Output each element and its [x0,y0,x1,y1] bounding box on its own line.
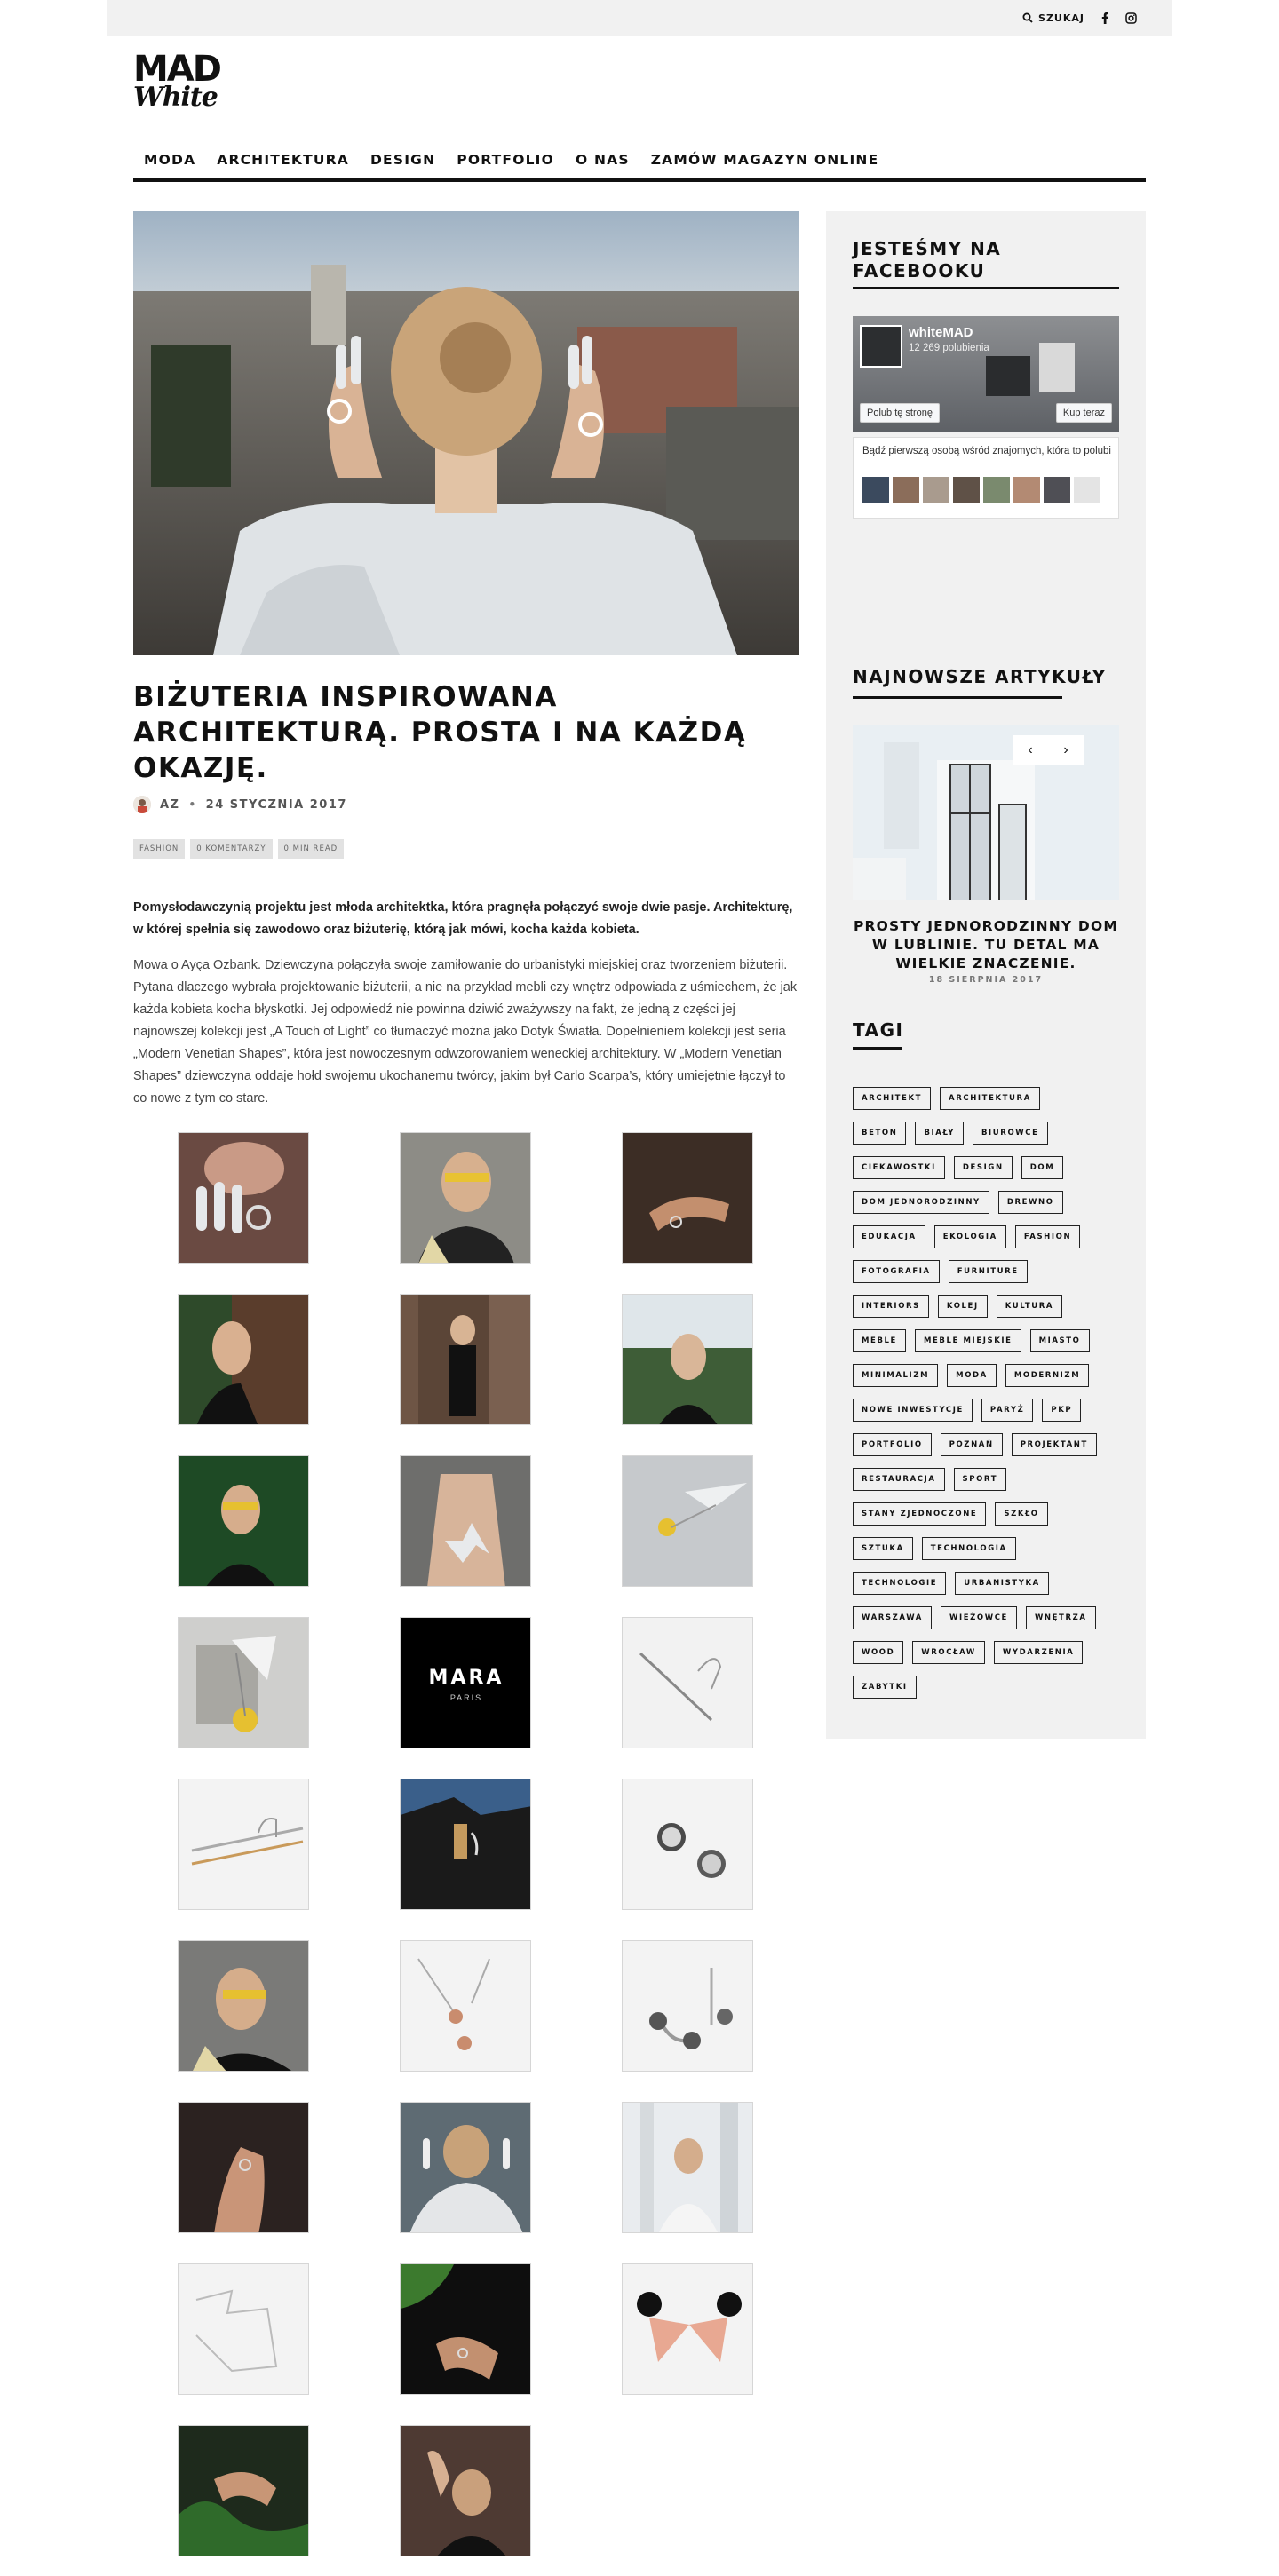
gallery-image[interactable] [178,1294,309,1425]
gallery-image[interactable] [178,1940,309,2072]
mara-sub: PARIS [449,1693,483,1702]
tag-row [853,1676,1128,1710]
tag-link[interactable]: MEBLE MIEJSKIE [915,1329,1021,1352]
read-time-chip: 0 MIN READ [278,839,345,859]
gallery-image[interactable] [622,1455,753,1587]
tag-link[interactable]: PORTFOLIO [853,1433,932,1456]
tag-link[interactable]: EDUKACJA [853,1225,925,1248]
logo-mad: MAD [133,49,220,90]
tag-row [853,1260,1128,1295]
tag-row [853,1537,1128,1572]
tag-link[interactable]: ZABYTKI [853,1676,917,1699]
friend-avatar[interactable] [953,477,980,503]
gallery-image[interactable] [400,1294,531,1425]
gallery-image[interactable] [622,1940,753,2072]
tag-link[interactable]: WROCŁAW [912,1641,985,1664]
gallery-image[interactable] [622,2102,753,2233]
sidebar [826,211,1146,1739]
tag-row [853,1329,1128,1364]
tag-link[interactable]: DREWNO [998,1191,1063,1214]
tag-row [853,1641,1128,1676]
tag-row [853,1433,1128,1468]
gallery-image[interactable] [622,2263,753,2395]
tag-row [853,1122,1128,1156]
tag-link[interactable]: INTERIORS [853,1295,929,1318]
facebook-buy-label: Kup teraz [1062,408,1105,418]
gallery-image[interactable] [178,1617,309,1748]
tag-link[interactable]: DESIGN [954,1156,1013,1179]
gallery-image[interactable] [178,2425,309,2556]
tag-link[interactable]: BIAŁY [915,1122,964,1145]
friend-avatar[interactable] [1044,477,1070,503]
facebook-page-avatar[interactable] [860,325,902,368]
tag-row [853,1468,1128,1502]
site-logo[interactable] [133,49,220,126]
friend-avatar[interactable] [1074,477,1100,503]
tag-link[interactable]: KULTURA [997,1295,1062,1318]
tag-link[interactable]: ARCHITEKT [853,1087,931,1110]
slider-prev-button[interactable]: ‹ [1028,742,1033,757]
tag-link[interactable]: SPORT [954,1468,1007,1491]
tag-link[interactable]: WARSZAWA [853,1606,932,1629]
article-meta [133,795,347,814]
nav-item-o-nas[interactable]: O NAS [576,152,630,168]
search-button[interactable] [1022,12,1084,24]
tag-row [853,1225,1128,1260]
comments-chip[interactable]: 0 KOMENTARZY [190,839,272,859]
search-icon [1022,12,1033,23]
tag-link[interactable]: CIEKAWOSTKI [853,1156,945,1179]
gallery-image[interactable] [178,1455,309,1587]
gallery-image[interactable] [400,1132,531,1264]
latest-article-date: 18 SIERPNIA 2017 [928,975,1044,985]
author-name[interactable]: AZ [160,797,180,812]
tag-link[interactable]: DOM [1021,1156,1064,1179]
search-label: SZUKAJ [1038,12,1084,24]
friend-avatar[interactable] [923,477,949,503]
nav-item-moda[interactable]: MODA [144,152,196,168]
facebook-icon[interactable] [1100,12,1109,24]
tag-link[interactable]: PARYŻ [981,1399,1033,1422]
friend-avatar[interactable] [862,477,889,503]
facebook-buy-button[interactable] [1056,403,1112,423]
tag-link[interactable]: TECHNOLOGIE [853,1572,946,1595]
tag-link[interactable]: NOWE INWESTYCJE [853,1399,973,1422]
gallery-image[interactable] [622,1779,753,1910]
tag-link[interactable]: TECHNOLOGIA [922,1537,1016,1560]
nav-item-design[interactable]: DESIGN [369,152,436,168]
facebook-cover-photo [986,356,1030,396]
article-title: BIŻUTERIA INSPIROWANA ARCHITEKTURĄ. PROSTA I NA KAŻDĄ OKAZJĘ. [133,681,747,784]
article-lead: Pomysłodawczynią projektu jest młoda architektka, która pragnęła połączyć swoje dwie pasje. Architekturę, w której spełnia się zawodowo oraz biżuterię, którą jak mówi, kocha każda kobieta. [133,900,793,937]
friend-avatar[interactable] [983,477,1010,503]
tag-link[interactable]: PROJEKTANT [1012,1433,1097,1456]
article-chips [133,839,344,859]
tag-link[interactable]: MIASTO [1030,1329,1090,1352]
facebook-widget [853,316,1119,519]
tag-link[interactable]: URBANISTYKA [955,1572,1049,1595]
gallery-image[interactable] [400,1779,531,1910]
meta-separator: • [188,798,197,811]
facebook-faces [862,477,1100,503]
facebook-cover-photo [1039,343,1075,392]
tag-link[interactable]: WOOD [853,1641,903,1664]
facebook-friends-box [853,437,1119,519]
top-bar [107,0,1172,36]
tag-link[interactable]: DOM JEDNORODZINNY [853,1191,989,1214]
hero-image [133,211,799,655]
tag-link[interactable]: MODA [947,1364,997,1387]
mara-logo: MARA [428,1667,504,1689]
slider-next-button[interactable]: › [1063,742,1068,757]
tag-link[interactable]: ARCHITEKTURA [940,1087,1040,1110]
tag-link[interactable]: WIEŻOWCE [941,1606,1017,1629]
tag-row [853,1364,1128,1399]
gallery-image[interactable] [178,1132,309,1264]
tag-link[interactable]: POZNAŃ [941,1433,1003,1456]
tag-link[interactable]: EKOLOGIA [934,1225,1006,1248]
slider-arrows [1013,735,1084,765]
tag-link[interactable]: KOLEJ [938,1295,988,1318]
tag-link[interactable]: SZKŁO [995,1502,1047,1526]
nav-item-zamow-magazyn[interactable]: ZAMÓW MAGAZYN ONLINE [650,152,879,168]
instagram-icon[interactable] [1125,12,1137,24]
facebook-like-label: Polub tę stronę [867,408,933,418]
friend-avatar[interactable] [1013,477,1040,503]
tag-cloud [853,1087,1128,1710]
tag-link[interactable]: BIUROWCE [973,1122,1048,1145]
tags-heading-rule [853,1047,902,1050]
friend-avatar[interactable] [893,477,919,503]
latest-article-title[interactable]: PROSTY JEDNORODZINNY DOM W LUBLINIE. TU DETAL MA WIELKIE ZNACZENIE. [853,918,1118,971]
gallery-image[interactable] [178,2102,309,2233]
nav-item-portfolio[interactable]: PORTFOLIO [457,152,554,168]
top-tools [1022,0,1137,36]
tag-link[interactable]: WYDARZENIA [994,1641,1084,1664]
tag-row [853,1191,1128,1225]
facebook-heading-rule [853,287,1119,289]
gallery-image[interactable] [622,1617,753,1748]
tag-row [853,1572,1128,1606]
gallery-image[interactable] [400,1940,531,2072]
gallery-image[interactable] [622,1132,753,1264]
gallery-image[interactable] [622,1294,753,1425]
gallery-image[interactable] [400,1455,531,1587]
article-body: Mowa o Ayça Ozbank. Dziewczyna połączyła swoje zamiłowanie do urbanistyki miejskiej oraz tworzeniem biżuterii. Pytana dlaczego wybrała projektowanie biżuterii, a nie na przykład mebli czy wnętrz odpowiada z uśmiechem, że jak każda kobieta kocha błyskotki. Jej odpowiedź nie powinna dziwić zważywszy na fakt, że jedną z części jej najnowszej kolekcji jest „A Touch of Light” co tłumaczyć można jako Dotyk Światła. Dopełnieniem kolekcji jest seria „Modern Venetian Shapes”, która jest nowoczesnym odwzorowaniem weneckiej architektury. W „Modern Venetian Shapes” dziewczyna oddaje hołd swojemu ukochanemu twórcy, jakim był Carlo Scarpa’s, który umiejętnie łączył to co nowe z tym co stare. [133,958,798,1106]
mara-logo-image[interactable] [400,1617,531,1748]
facebook-likes: 12 269 polubienia [909,343,989,353]
gallery-image[interactable] [400,2425,531,2556]
main-nav [133,147,1146,182]
article-date: 24 STYCZNIA 2017 [205,797,347,812]
tag-link[interactable]: MINIMALIZM [853,1364,938,1387]
facebook-friends-text: Bądź pierwszą osobą wśród znajomych, która to polubi [862,446,1111,456]
author-avatar[interactable] [133,796,151,813]
tag-link[interactable]: MODERNIZM [1005,1364,1089,1387]
gallery-image[interactable] [178,2263,309,2395]
latest-heading: NAJNOWSZE ARTYKUŁY [853,666,1107,687]
tag-link[interactable]: PKP [1042,1399,1081,1422]
tag-link[interactable]: SZTUKA [853,1537,913,1560]
logo-white: White [133,82,218,113]
tag-link[interactable]: FASHION [1015,1225,1080,1248]
facebook-page-name[interactable]: whiteMAD [909,325,973,340]
tag-link[interactable]: STANY ZJEDNOCZONE [853,1502,986,1526]
tag-link[interactable]: RESTAURACJA [853,1468,945,1491]
facebook-like-button[interactable] [860,403,940,423]
tag-row [853,1502,1128,1537]
facebook-heading: JESTEŚMY NA FACEBOOKU [853,238,1002,281]
tag-link[interactable]: MEBLE [853,1329,906,1352]
gallery-image[interactable] [400,2102,531,2233]
tag-row [853,1399,1128,1433]
category-chip[interactable]: FASHION [133,839,185,859]
latest-heading-rule [853,696,1062,699]
tag-link[interactable]: BETON [853,1122,906,1145]
tag-row [853,1295,1128,1329]
tag-row [853,1087,1128,1122]
tag-link[interactable]: FOTOGRAFIA [853,1260,940,1283]
tag-link[interactable]: FURNITURE [949,1260,1028,1283]
gallery-image[interactable] [400,2263,531,2395]
tags-heading: TAGI [853,1019,904,1041]
tag-row [853,1606,1128,1641]
nav-item-architektura[interactable]: ARCHITEKTURA [217,152,349,168]
tag-row [853,1156,1128,1191]
gallery-image[interactable] [178,1779,309,1910]
tag-link[interactable]: WNĘTRZA [1026,1606,1096,1629]
